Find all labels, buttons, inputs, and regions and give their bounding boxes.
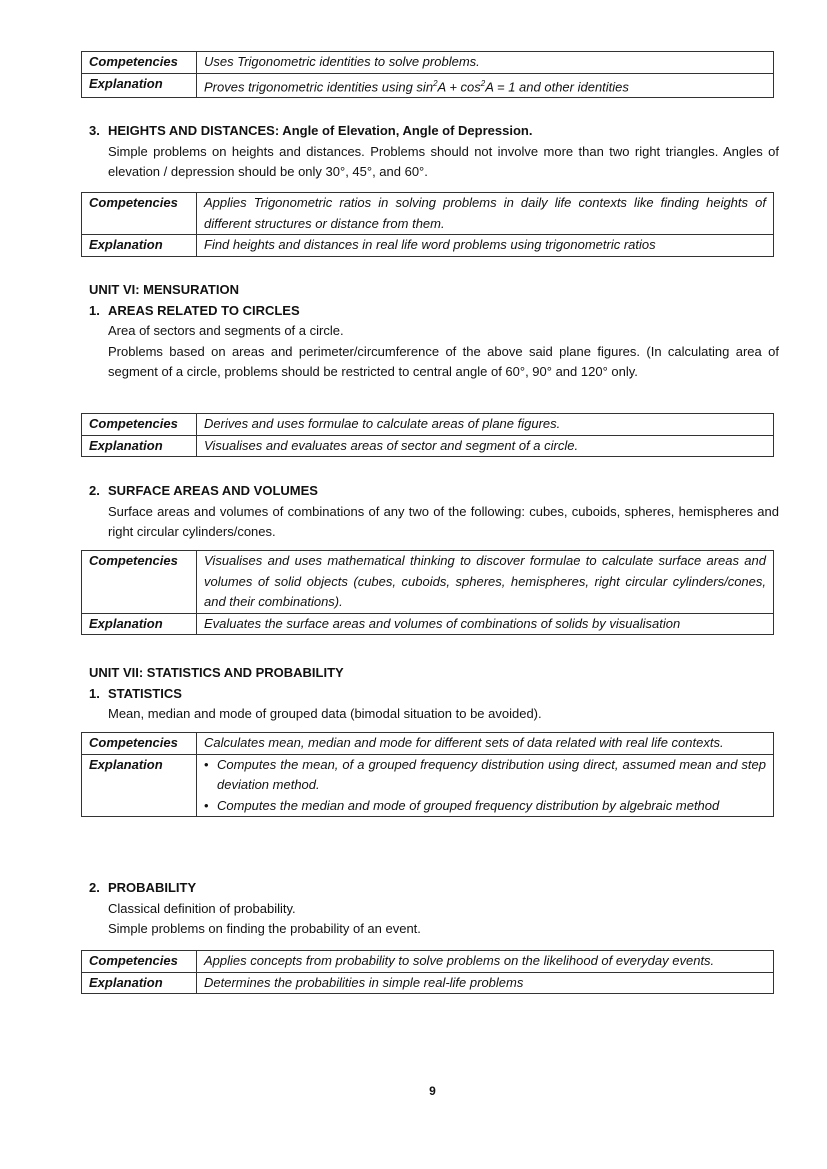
unit-statistics xyxy=(89,663,779,725)
section-text: Area of sectors and segments of a circle. xyxy=(108,323,344,338)
competencies-label: Competencies xyxy=(82,733,197,755)
competencies-value: Calculates mean, median and mode for different sets of data related with real life contexts. xyxy=(197,733,774,755)
section-probability xyxy=(89,878,779,940)
unit-mensuration xyxy=(89,280,779,383)
competencies-label: Competencies xyxy=(82,551,197,614)
heights-distances-table xyxy=(81,192,774,257)
section-heading: 1. AREAS RELATED TO CIRCLES xyxy=(89,302,300,318)
bullet-item: • Computes the mean, of a grouped frequency distribution using direct, assumed mean and step deviation method. xyxy=(204,755,766,796)
section-heading: 2. SURFACE AREAS AND VOLUMES xyxy=(89,483,318,498)
unit-title: UNIT VII: STATISTICS AND PROBABILITY xyxy=(89,665,344,680)
explanation-value: Evaluates the surface areas and volumes of combinations of solids by visualisation xyxy=(197,613,774,635)
explanation-value: Visualises and evaluates areas of sector and segment of a circle. xyxy=(197,435,774,457)
section-text: Simple problems on heights and distances. Problems should not involve more than two right triangles. Angles of elevation / depression should be only 30°, 45°, and 60°. xyxy=(108,143,779,179)
explanation-value: Find heights and distances in real life word problems using trigonometric ratios xyxy=(197,235,774,257)
explanation-value xyxy=(197,754,774,817)
bullet-item: • Computes the median and mode of grouped frequency distribution by algebraic method xyxy=(204,796,766,817)
section-text: Surface areas and volumes of combinations of any two of the following: cubes, cuboids, spheres, hemispheres and right circular cylinders/cones. xyxy=(108,503,779,539)
section-text: Mean, median and mode of grouped data (bimodal situation to be avoided). xyxy=(108,706,542,721)
section-heading: 2. PROBABILITY xyxy=(89,880,197,895)
competencies-label: Competencies xyxy=(82,414,197,436)
explanation-label: Explanation xyxy=(82,613,197,635)
section-heading: 1. STATISTICS xyxy=(89,685,182,701)
competencies-label: Competencies xyxy=(82,951,197,973)
trig-identities-table xyxy=(81,51,774,98)
surface-areas-table xyxy=(81,550,774,635)
explanation-label: Explanation xyxy=(82,972,197,994)
competencies-label: Competencies xyxy=(82,193,197,235)
explanation-label: Explanation xyxy=(82,235,197,257)
competencies-value: Applies concepts from probability to solve problems on the likelihood of everyday events. xyxy=(197,951,774,973)
explanation-value: Proves trigonometric identities using $\sin^2A + \cos^2A = 1$ and other identities xyxy=(197,73,774,98)
section-text: Classical definition of probability. xyxy=(108,900,296,916)
competencies-value: Visualises and uses mathematical thinking to discover formulae to calculate surface areas and volumes of solid objects (cubes, cuboids, spheres, hemispheres, right circular cylinders/cones, and their combinations). xyxy=(197,551,774,614)
competencies-value: Applies Trigonometric ratios in solving problems in daily life contexts like finding heights of different structures or distance from them. xyxy=(197,193,774,235)
section-text: Problems based on areas and perimeter/circumference of the above said plane figures. (In calculating area of segment of a circle, problems should be restricted to central angle of 60°, 90° and 120° only. xyxy=(108,343,779,379)
page-number: 9 xyxy=(429,1084,436,1098)
competencies-label: Competencies xyxy=(82,52,197,74)
explanation-value: Determines the probabilities in simple real-life problems xyxy=(197,972,774,994)
explanation-label: Explanation xyxy=(82,754,197,817)
unit-title: UNIT VI: MENSURATION xyxy=(89,282,239,297)
probability-table xyxy=(81,950,774,994)
statistics-table xyxy=(81,732,774,817)
section-heading: 3. HEIGHTS AND DISTANCES: Angle of Elevation, Angle of Depression. xyxy=(89,123,533,138)
areas-circles-table xyxy=(81,413,774,457)
explanation-label: Explanation xyxy=(82,73,197,98)
section-surface-areas xyxy=(89,481,779,543)
competencies-value: Derives and uses formulae to calculate areas of plane figures. xyxy=(197,414,774,436)
explanation-label: Explanation xyxy=(82,435,197,457)
section-text: Simple problems on finding the probability of an event. xyxy=(108,921,421,936)
competencies-value: Uses Trigonometric identities to solve problems. xyxy=(197,52,774,74)
section-heights-distances xyxy=(89,121,779,183)
